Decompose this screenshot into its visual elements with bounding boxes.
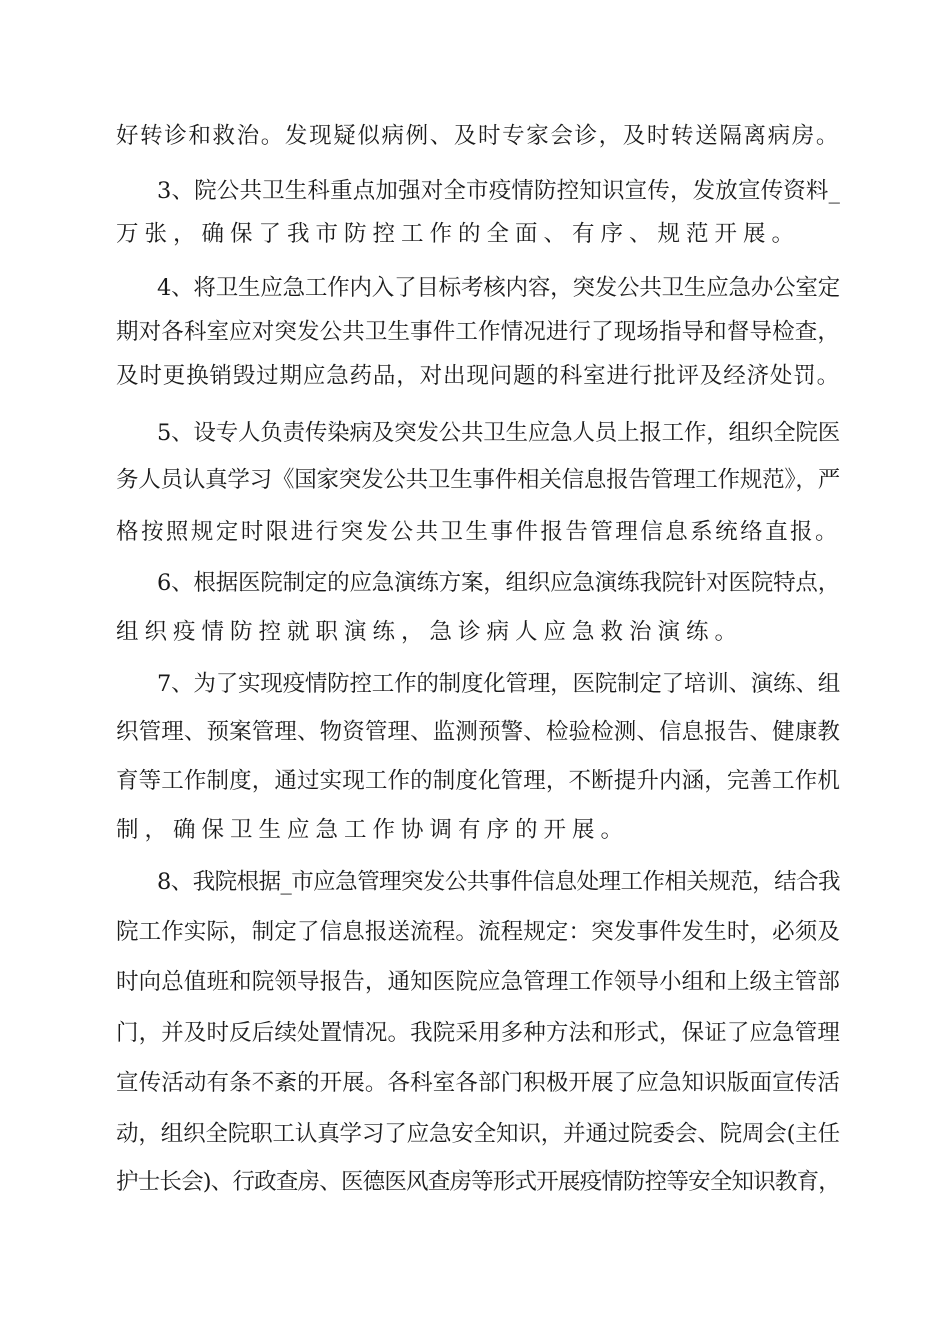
paragraph-6-line-1: 6、根据医院制定的应急演练方案，组织应急演练我院针对医院特点， [157, 570, 840, 596]
paragraph-8-line-2: 院工作实际，制定了信息报送流程。流程规定：突发事件发生时，必须及 [116, 919, 840, 945]
paragraph-7-line-2: 织管理、预案管理、物资管理、监测预警、检验检测、信息报告、健康教 [116, 719, 840, 745]
paragraph-8-line-6: 动，组织全院职工认真学习了应急安全知识，并通过院委会、院周会(主任 [116, 1121, 840, 1147]
paragraph-4-line-3: 及时更换销毁过期应急药品，对出现问题的科室进行批评及经济处罚。 [116, 363, 840, 389]
paragraph-3-line-1: 3、院公共卫生科重点加强对全市疫情防控知识宣传，发放宣传资料_ [157, 178, 840, 204]
paragraph-8-line-5: 宣传活动有条不紊的开展。各科室各部门积极开展了应急知识版面宣传活 [116, 1070, 840, 1096]
paragraph-6-line-2: 组织疫情防控就职演练，急诊病人应急救治演练。 [116, 619, 744, 645]
paragraph-8-line-4: 门，并及时反后续处置情况。我院采用多种方法和形式，保证了应急管理 [116, 1020, 840, 1046]
paragraph-8-line-1: 8、我院根据_市应急管理突发公共事件信息处理工作相关规范，结合我 [157, 869, 840, 895]
paragraph-7-line-3: 育等工作制度，通过实现工作的制度化管理，不断提升内涵，完善工作机 [116, 768, 840, 794]
paragraph-8-line-3: 时向总值班和院领导报告，通知医院应急管理工作领导小组和上级主管部 [116, 969, 840, 995]
paragraph-5-line-1: 5、设专人负责传染病及突发公共卫生应急人员上报工作，组织全院医 [157, 420, 840, 446]
paragraph-7-line-4: 制，确保卫生应急工作协调有序的开展。 [116, 817, 630, 843]
paragraph-5-line-3: 格按照规定时限进行突发公共卫生事件报告管理信息系统络直报。 [116, 519, 840, 545]
paragraph-3-line-2: 万张，确保了我市防控工作的全面、有序、规范开展。 [116, 221, 801, 247]
paragraph-4-line-1: 4、将卫生应急工作内入了目标考核内容，突发公共卫生应急办公室定 [157, 275, 840, 301]
text-line: 好转诊和救治。发现疑似病例、及时专家会诊，及时转送隔离病房。 [116, 123, 840, 149]
paragraph-4-line-2: 期对各科室应对突发公共卫生事件工作情况进行了现场指导和督导检查， [116, 319, 840, 345]
paragraph-5-line-2: 务人员认真学习《国家突发公共卫生事件相关信息报告管理工作规范》，严 [116, 467, 840, 493]
paragraph-8-line-7: 护士长会)、行政查房、医德医风查房等形式开展疫情防控等安全知识教育， [116, 1169, 840, 1195]
paragraph-7-line-1: 7、为了实现疫情防控工作的制度化管理，医院制定了培训、演练、组 [157, 671, 840, 697]
